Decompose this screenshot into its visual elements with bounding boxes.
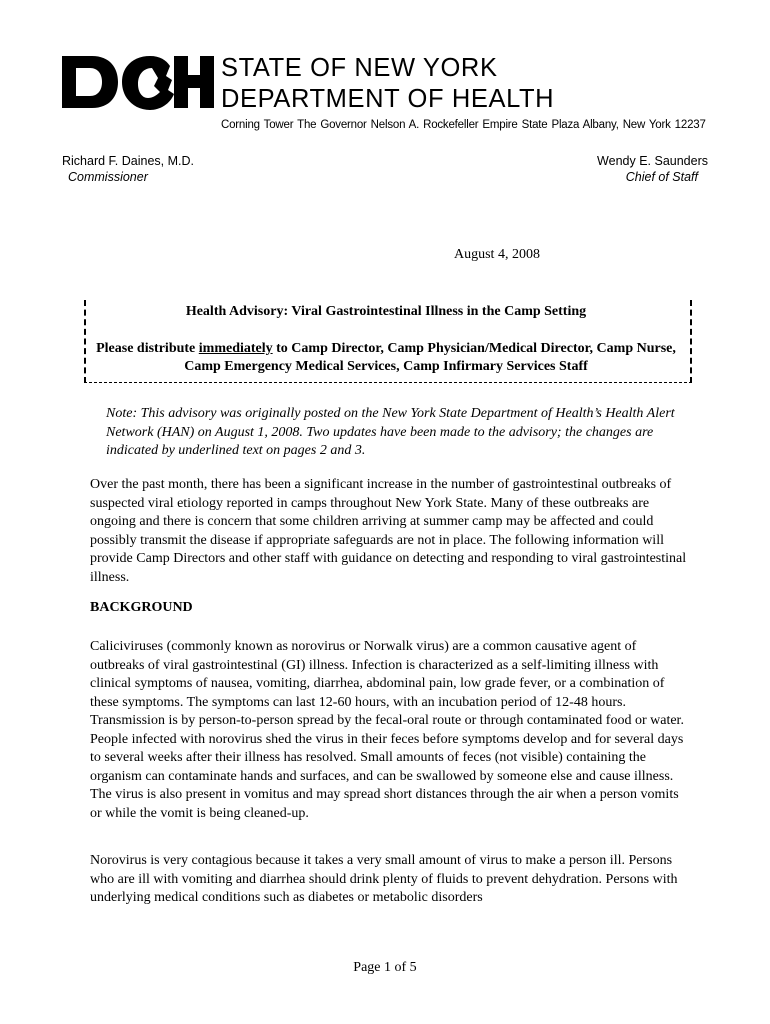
document-date: August 4, 2008	[454, 247, 540, 262]
advisory-distribution	[90, 340, 682, 376]
org-address: Corning Tower The Governor Nelson A. Rockefeller Empire State Plaza Albany, New York 12237	[221, 119, 706, 131]
body-paragraph-norovirus: Norovirus is very contagious because it takes a very small amount of virus to make a person ill. Persons who are ill with vomiting and diarrhea should drink plenty of fluids to prevent dehydration. Persons with underlying medical conditions such as diabetes or metabolic disorders	[90, 853, 678, 905]
chief-of-staff-title: Chief of Staff	[625, 170, 698, 184]
chief-of-staff-name: Wendy E. Saunders	[597, 154, 708, 168]
section-heading-background: BACKGROUND	[90, 600, 193, 615]
commissioner-title: Commissioner	[68, 170, 148, 184]
logo-letter-d	[62, 56, 118, 108]
body-paragraph-background: Caliciviruses (commonly known as norovirus or Norwalk virus) are a common causative agent of outbreaks of viral gastrointestinal (GI) illness. Infection is characterized as a self-limiting illness with clinical symptoms of nausea, vomiting, diarrhea, abdominal pain, low grade fever, or a combination of these symptoms. The symptoms can last 12-60 hours, with an incubation period of 12-48 hours. Transmission is by person-to-person spread by the fecal-oral route or through contaminated food or water. People infected with norovirus shed the virus in their feces before symptoms develop and for several days to several weeks after their illness has resolved. Small amounts of feces (not visible) containing the organism can contaminate hands and surfaces, and can be swallowed by someone else and cause illness. The virus is also present in vomitus and may spread short distances through the air when a person vomits or while the vomit is being cleaned-up.	[90, 639, 684, 821]
distribution-recipients: to Camp Director, Camp Physician/Medical Director, Camp Nurse, Camp Emergency Medical Services, Camp Infirmary Services Staff	[184, 341, 676, 374]
org-name-line2: DEPARTMENT OF HEALTH	[221, 85, 555, 113]
body-paragraph-intro: Over the past month, there has been a significant increase in the number of gastrointestinal outbreaks of suspected viral etiology reported in camps throughout New York State. Many of these outbreaks are ongoing and there is concern that some children arriving at summer camp may be affected and could possibly transmit the disease if appropriate safeguards are not in place. The following information will provide Camp Directors and other staff with guidance on detecting and responding to viral gastrointestinal illness.	[90, 477, 687, 585]
advisory-title: Health Advisory: Viral Gastrointestinal Illness in the Camp Setting	[185, 304, 587, 319]
commissioner-name: Richard F. Daines, M.D.	[62, 154, 194, 168]
logo-letter-h	[174, 56, 214, 108]
doh-logo	[62, 54, 214, 110]
distribution-prefix: Please distribute	[96, 341, 199, 356]
page-number: Page 1 of 5	[353, 960, 417, 975]
org-name-line1: STATE OF NEW YORK	[221, 54, 498, 82]
distribution-emphasis: immediately	[198, 341, 273, 356]
advisory-note: Note: This advisory was originally posted on the New York State Department of Health’s Health Alert Network (HAN) on August 1, 2008. Two updates have been made to the advisory; the changes are indicated by underlined text on pages 2 and 3.	[106, 406, 675, 458]
